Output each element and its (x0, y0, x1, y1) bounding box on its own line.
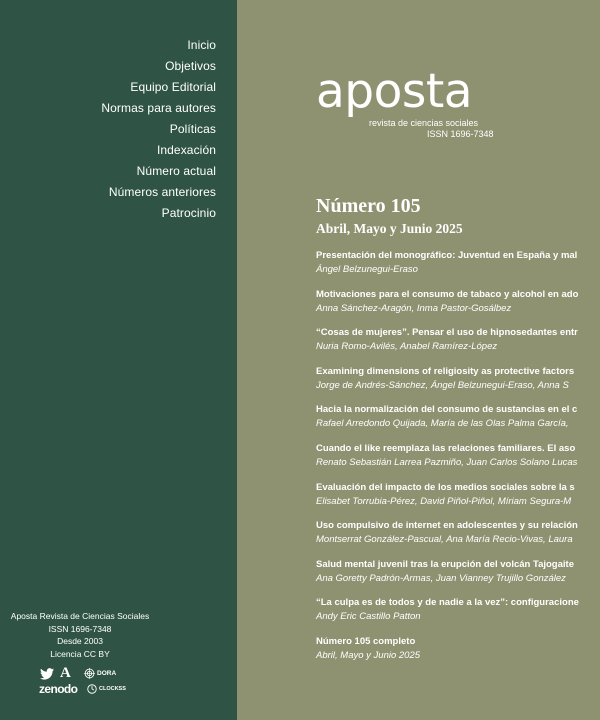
article-title-link[interactable]: “Cosas de mujeres”. Pensar el uso de hipnosedantes entr (316, 327, 578, 339)
full-issue-item (316, 635, 579, 674)
dora-logo-text: DORA (97, 670, 117, 677)
journal-issn: ISSN 1696-7348 (427, 129, 494, 139)
main-content (237, 0, 600, 720)
nav-numero-actual[interactable]: Número actual (136, 164, 216, 178)
article-item (316, 326, 579, 365)
sidebar-footer (0, 610, 160, 660)
article-item (316, 558, 579, 597)
journal-logo: aposta (316, 64, 473, 119)
article-title-link[interactable]: “La culpa es de todos y de nadie a la vez”: configuracione (316, 597, 579, 609)
article-item (316, 288, 579, 327)
article-title-link[interactable]: Motivaciones para el consumo de tabaco y alcohol en ado (316, 288, 579, 300)
article-authors: Andy Eric Castillo Patton (316, 611, 421, 623)
zenodo-logo-icon[interactable]: zenodo (39, 682, 78, 696)
article-title-link[interactable]: Cuando el like reemplaza las relaciones familiares. El aso (316, 442, 576, 454)
article-title-link[interactable]: Evaluación del impacto de los medios sociales sobre la s (316, 481, 575, 493)
article-list (316, 249, 579, 674)
article-item (316, 442, 579, 481)
main-navigation (101, 35, 216, 224)
nav-normas-autores[interactable]: Normas para autores (101, 101, 216, 115)
issue-period: Abril, Mayo y Junio 2025 (316, 221, 463, 236)
nav-equipo-editorial[interactable]: Equipo Editorial (130, 80, 216, 94)
article-item (316, 519, 579, 558)
article-item (316, 249, 579, 288)
footer-license: Licencia CC BY (50, 648, 110, 659)
article-authors: Nuria Romo-Avilés, Anabel Ramírez-López (316, 341, 498, 353)
clockss-logo-text: CLOCKSS (99, 686, 126, 692)
nav-numeros-anteriores[interactable]: Números anteriores (108, 185, 216, 199)
article-title-link[interactable]: Examining dimensions of religiosity as protective factors (316, 365, 575, 377)
article-authors: Montserrat González-Pascual, Ana María Recio-Vivas, Laura (316, 534, 573, 546)
article-item (316, 481, 579, 520)
journal-brand[interactable] (316, 64, 516, 139)
article-item (316, 596, 579, 635)
issue-number: Número 105 (316, 195, 421, 217)
footer-journal-name: Aposta Revista de Ciencias Sociales (10, 611, 150, 621)
twitter-icon[interactable] (40, 668, 54, 680)
sidebar (0, 0, 237, 720)
article-authors: Ana Goretty Padrón-Armas, Juan Vianney Trujillo González (316, 572, 566, 584)
footer-issn: ISSN 1696-7348 (48, 623, 112, 634)
article-title-link[interactable]: Hacia la normalización del consumo de sustancias en el c (316, 404, 578, 416)
article-title-link[interactable]: Uso compulsivo de internet en adolescentes y su relación (316, 520, 578, 532)
issue-header (316, 195, 463, 237)
article-item (316, 365, 579, 404)
article-authors: Jorge de Andrés-Sánchez, Ángel Belzunegui-Eraso, Anna S (316, 379, 569, 391)
full-issue-period: Abril, Mayo y Junio 2025 (316, 649, 421, 661)
article-authors: Ángel Belzunegui-Eraso (316, 264, 418, 275)
article-authors: Renato Sebastián Larrea Pazmiño, Juan Carlos Solano Lucas (316, 456, 578, 468)
article-authors: Anna Sánchez-Aragón, Inma Pastor-Gosálbez (316, 302, 512, 314)
article-title-link[interactable]: Presentación del monográfico: Juventud en España y mal (316, 250, 578, 261)
nav-indexacion[interactable]: Indexación (156, 143, 216, 157)
journal-subtitle: revista de ciencias sociales (369, 118, 479, 128)
full-issue-link[interactable]: Número 105 completo (316, 635, 416, 647)
clockss-logo-icon[interactable] (87, 684, 126, 694)
footer-since: Desde 2003 (57, 636, 103, 646)
article-title-link[interactable]: Salud mental juvenil tras la erupción del volcán Tajogaite (316, 558, 574, 570)
nav-patrocinio[interactable]: Patrocinio (161, 206, 216, 220)
academia-logo-icon[interactable]: A (60, 665, 71, 681)
nav-inicio[interactable]: Inicio (187, 38, 216, 52)
article-item (316, 403, 579, 442)
nav-objetivos[interactable]: Objetivos (165, 59, 216, 73)
dora-logo-icon[interactable] (84, 668, 116, 679)
article-authors: Elisabet Torrubia-Pérez, David Piñol-Piñol, Míriam Segura-M (316, 495, 572, 507)
nav-politicas[interactable]: Políticas (169, 122, 216, 136)
footer-logos (39, 665, 140, 698)
article-authors: Rafael Arredondo Quijada, María de las Olas Palma García, (316, 418, 569, 430)
